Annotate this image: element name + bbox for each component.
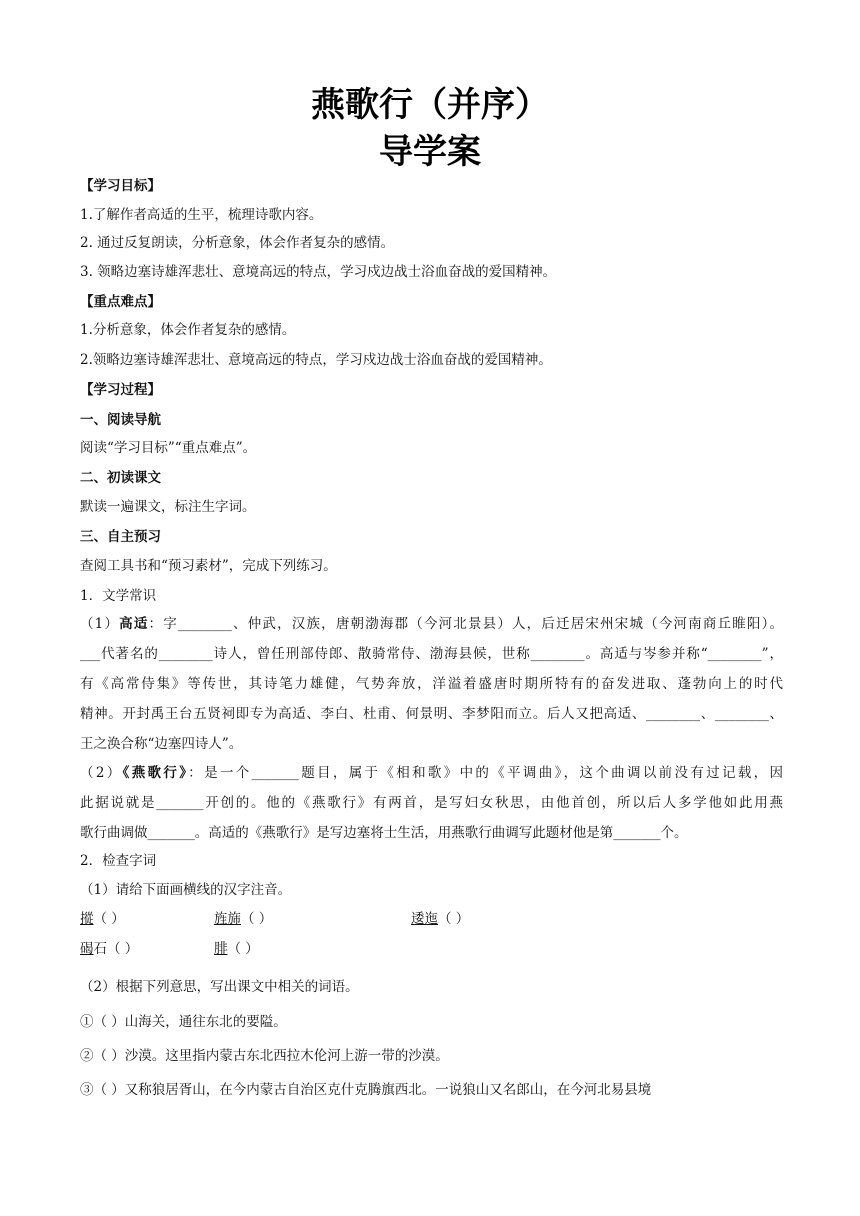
section-title: 三、自主预习 (80, 529, 161, 545)
gaoshi-line-4: 精神。开封禹王台五贤祠即专为高适、李白、杜甫、何景明、李梦阳而立。后人又把高适、________、________、 (80, 706, 783, 722)
meaning-item: ②（ ）沙漠。这里指内蒙古东北西拉木伦河上游一带的沙漠。 (80, 1048, 449, 1064)
section-text: 默读一遍课文，标注生字词。 (80, 499, 256, 515)
section-text: 查阅工具书和“预习素材”，完成下列练习。 (80, 558, 337, 574)
gaoshi-line-5: 王之涣合称“边塞四诗人”。 (80, 736, 243, 752)
pinyin-instruction: （1）请给下面画横线的汉字注音。 (80, 882, 292, 898)
objective-item: 1.了解作者高适的生平，梳理诗歌内容。 (80, 207, 323, 223)
pinyin-item: 摐（ ） (80, 911, 125, 927)
section-title: 二、初读课文 (80, 470, 161, 486)
yange-line-1: （2）《燕歌行》：是一个_______题目，属于《相和歌》中的《平调曲》，这个曲调以前没有过记载，因 (80, 765, 783, 781)
pinyin-item: 旌旆（ ） (214, 911, 273, 927)
pinyin-item: 腓（ ） (214, 941, 259, 957)
page-title: 燕歌行（并序） (311, 85, 549, 125)
pinyin-item: 碣石（ ） (80, 941, 139, 957)
subsection-title: 2．检查字词 (80, 853, 157, 869)
objective-item: 2. 通过反复朗读，分析意象，体会作者复杂的感情。 (80, 235, 395, 251)
meaning-instruction: （2）根据下列意思，写出课文中相关的词语。 (80, 979, 359, 995)
section-title: 一、阅读导航 (80, 412, 161, 428)
keypoint-item: 2.领略边塞诗雄浑悲壮、意境高远的特点，学习戍边战士浴血奋战的爱国精神。 (80, 352, 552, 368)
objective-item: 3. 领略边塞诗雄浑悲壮、意境高远的特点，学习戍边战士浴血奋战的爱国精神。 (80, 264, 557, 280)
process-heading: 【学习过程】 (80, 382, 161, 398)
objectives-heading: 【学习目标】 (80, 178, 161, 194)
meaning-item: ①（ ）山海关，通往东北的要隘。 (80, 1014, 287, 1030)
section-text: 阅读“学习目标”“重点难点”。 (80, 440, 257, 456)
subsection-title: 1．文学常识 (80, 588, 157, 604)
page-subtitle: 导学案 (379, 132, 481, 172)
gaoshi-paragraph (80, 609, 783, 759)
keypoint-item: 1.分析意象，体会作者复杂的感情。 (80, 322, 296, 338)
gaoshi-line-2: ___代著名的________诗人，曾任刑部侍郎、散骑常侍、渤海县候，世称________。高适与岑参并称“________”， (80, 646, 783, 662)
gaoshi-line-1: （1）高适：字________、仲武，汉族，唐朝渤海郡（今河北景县）人，后迁居宋州宋城（今河南商丘睢阳）。 (80, 616, 783, 632)
yange-name: 《燕歌行》 (122, 765, 189, 781)
yange-paragraph (80, 758, 783, 848)
yange-line-3: 歌行曲调做_______。高适的《燕歌行》是写边塞将士生活，用燕歌行曲调写此题材他是第_______个。 (80, 825, 688, 841)
keypoints-heading: 【重点难点】 (80, 294, 161, 310)
gaoshi-name: 高适 (119, 616, 149, 632)
pinyin-item: 逶迤（ ） (411, 911, 470, 927)
yange-line-2: 此据说就是_______开创的。他的《燕歌行》有两首，是写妇女秋思，由他首创，所以后人多学他如此用燕 (80, 795, 783, 811)
meaning-item: ③（ ）又称狼居胥山，在今内蒙古自治区克什克腾旗西北。一说狼山又名郎山，在今河北易县境 (80, 1082, 652, 1098)
gaoshi-line-3: 有《高常侍集》等传世，其诗笔力雄健，气势奔放，洋溢着盛唐时期所特有的奋发进取、蓬勃向上的时代 (80, 676, 783, 692)
